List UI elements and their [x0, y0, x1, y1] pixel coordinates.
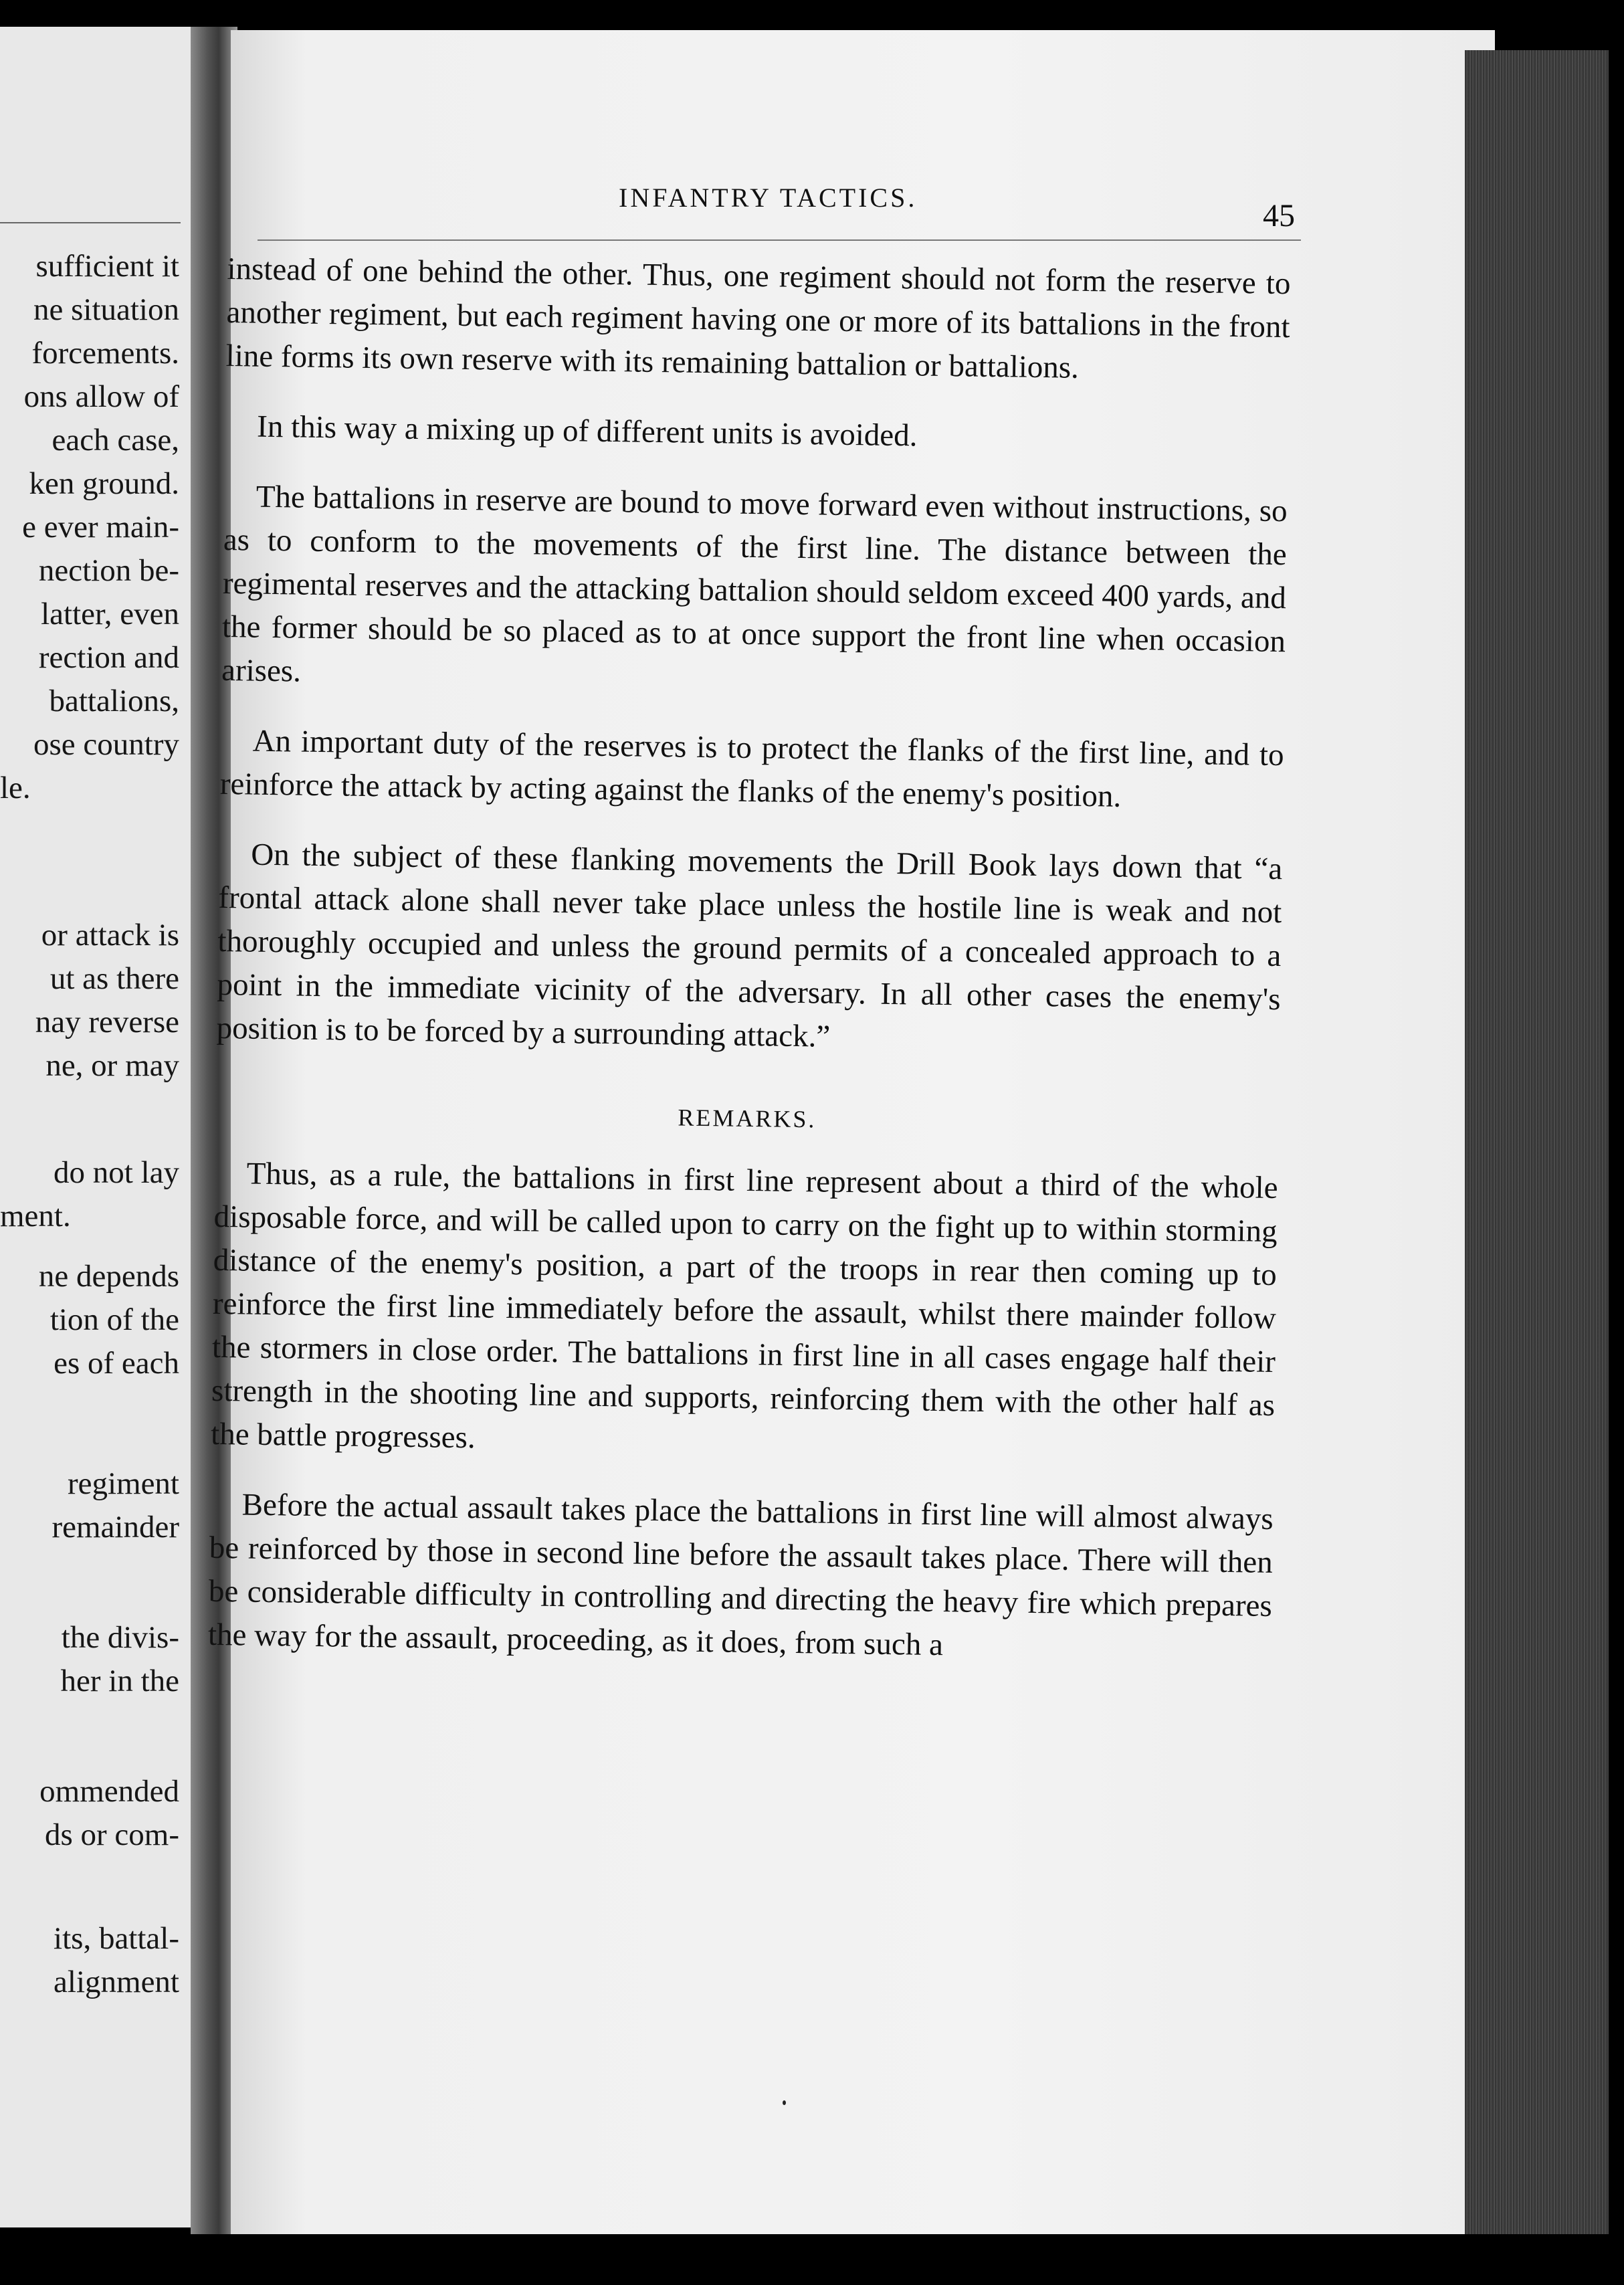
left-page-line: its, battal-	[54, 1921, 179, 1956]
left-page-line: es of each	[54, 1346, 179, 1381]
left-page-line: ne, or may	[45, 1048, 179, 1083]
paragraph: In this way a mixing up of different units is avoided.	[256, 409, 918, 454]
left-page-line: tion of the	[49, 1302, 179, 1337]
left-page-line: ose country	[33, 727, 179, 762]
left-page-line: le.	[0, 771, 31, 805]
paragraph: instead of one behind the other. Thus, one regiment should not form the reserve to another regiment, but each regiment having one or more of its battalions in the front line forms its own reserve with its remaining battalion or battalions.	[225, 251, 1291, 385]
left-page-line: the divis-	[61, 1620, 179, 1655]
paragraph: The battalions in reserve are bound to move forward even without instructions, so as to conform to the movements of the first line. The distance between the regimental reserves and the attacking battalion should seldom exceed 400 yards, and the former should be so placed as to at once support the front line when occasion arises.	[221, 479, 1288, 689]
left-page-line: regiment	[67, 1466, 179, 1501]
left-page-line: forcements.	[31, 336, 179, 371]
left-page-line: ut as there	[49, 961, 179, 996]
left-page-line: ne depends	[38, 1259, 179, 1294]
left-page-line: nay reverse	[35, 1005, 179, 1039]
left-page-line: ons allow of	[23, 379, 179, 414]
section-heading: REMARKS.	[678, 1104, 817, 1133]
page-stack-edge	[1465, 50, 1609, 2234]
left-page-line: ment.	[0, 1199, 71, 1233]
left-page-line: alignment	[54, 1965, 179, 1999]
left-page-line: battalions,	[49, 684, 179, 718]
left-page-line: latter, even	[41, 597, 179, 631]
left-page-line: ne situation	[33, 292, 179, 327]
paragraph: Before the actual assault takes place the battalions in first line will almost always be reinforced by those in second line before the assault takes place. There will then be considerable difficulty in controlling and directing the heavy fire which prepares the way for the assault, proceeding, as it does, from such a	[207, 1487, 1274, 1663]
paragraph: An important duty of the reserves is to protect the flanks of the first line, and to reinforce the attack by acting against the flanks of the enemy's position.	[219, 723, 1284, 814]
left-page-rule	[0, 222, 181, 223]
left-page-line: her in the	[60, 1664, 179, 1698]
left-page-line: ken ground.	[29, 466, 179, 501]
page-number: 45	[1263, 198, 1295, 233]
left-page-line: remainder	[52, 1510, 179, 1545]
left-page-line: rection and	[38, 640, 179, 675]
left-page-line: ds or com-	[44, 1817, 179, 1852]
paragraph: On the subject of these flanking movements the Drill Book lays down that “a frontal attack alone shall never take place unless the hostile line is weak and not thoroughly occupied and unless the ground permits of a concealed approach to a point in the immediate vicinity of the adversary. In all other cases the enemy's position is to be forced by a surrounding attack.”	[216, 837, 1283, 1054]
paragraph: Thus, as a rule, the battalions in first line represent about a third of the whole disposable force, and will be called upon to carry on the fight up to within storming distance of the enemy's position, a part of the troops in rear then coming up to reinforce the first line immediately before the assault, whilst there mainder follow the stormers in close order. The battalions in first line in all cases engage half their strength in the shooting line and supports, reinforcing them with the other half as the battle progresses.	[210, 1156, 1278, 1456]
left-page-line: or attack is	[41, 918, 179, 953]
header-rule	[258, 239, 1301, 241]
running-head: INFANTRY TACTICS.	[619, 183, 918, 213]
left-page-line: sufficient it	[35, 249, 179, 284]
page-body	[207, 247, 1291, 1698]
left-page-line: e ever main-	[22, 510, 179, 544]
left-page-fragment	[0, 27, 194, 2227]
left-page-line: each case,	[52, 423, 179, 458]
left-page-line: ommended	[39, 1774, 179, 1809]
left-page-line: nection be-	[38, 553, 179, 588]
paper-speck	[783, 2100, 786, 2105]
left-page-line: do not lay	[54, 1155, 179, 1190]
